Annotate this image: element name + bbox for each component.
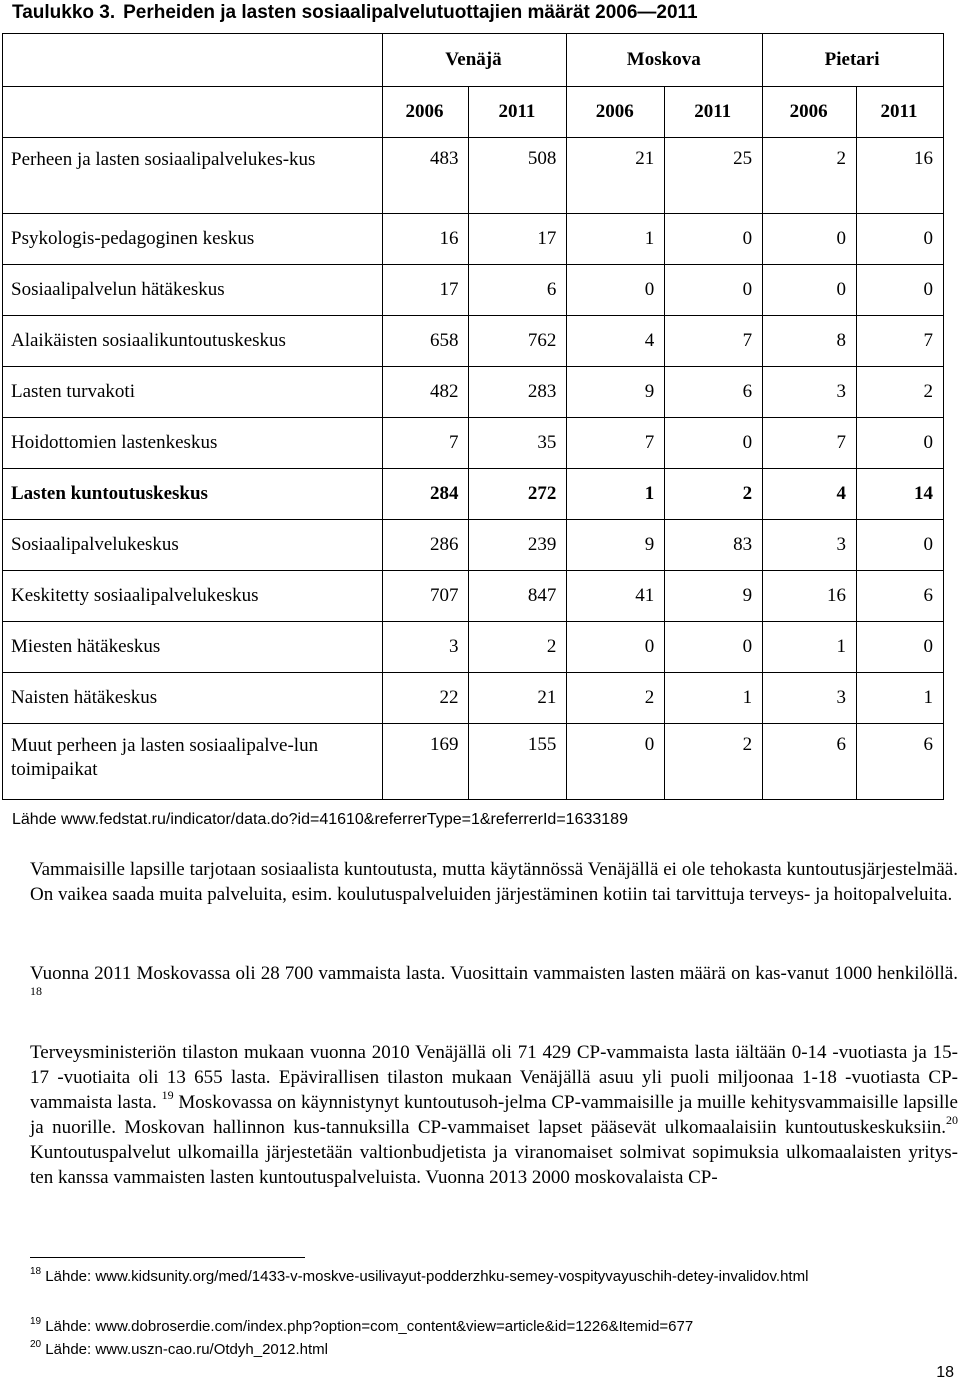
table-cell: 658 — [382, 316, 469, 367]
row-label: Hoidottomien lastenkeskus — [3, 418, 383, 469]
table-cell: 3 — [763, 520, 857, 571]
table-cell: 1 — [567, 469, 665, 520]
table-cell: 6 — [857, 571, 944, 622]
footnote-ref[interactable]: 18 — [30, 984, 42, 998]
table-cell: 35 — [469, 418, 567, 469]
row-label: Sosiaalipalvelukeskus — [3, 520, 383, 571]
table-cell: 0 — [665, 265, 763, 316]
paragraph-text: Kuntoutuspalvelut ulkomailla järjestetään valtionbudjetista ja viranomaiset solmivat sopimuksia ulkomaalaisten yritys-ten kanssa vammaisten lasten kuntoutuspalveluista. Vuonna 2013 2000 moskovalaista CP- — [30, 1142, 958, 1188]
table-row — [3, 571, 944, 622]
table-cell: 21 — [469, 673, 567, 724]
row-label: Keskitetty sosiaalipalvelukeskus — [3, 571, 383, 622]
table-title: Perheiden ja lasten sosiaalipalvelutuottajien määrät 2006—2011 — [123, 2, 698, 23]
table-cell: 9 — [665, 571, 763, 622]
table-cell: 0 — [857, 265, 944, 316]
table-row — [3, 214, 944, 265]
region-header: Pietari — [763, 34, 944, 87]
table-cell: 1 — [763, 622, 857, 673]
table-cell: 1 — [567, 214, 665, 265]
table-cell: 16 — [763, 571, 857, 622]
table-cell: 7 — [665, 316, 763, 367]
table-cell: 2 — [567, 673, 665, 724]
table-cell: 0 — [857, 520, 944, 571]
row-label: Lasten turvakoti — [3, 367, 383, 418]
corner-cell — [3, 34, 383, 87]
table-cell: 7 — [382, 418, 469, 469]
table-cell: 0 — [763, 265, 857, 316]
row-label: Naisten hätäkeskus — [3, 673, 383, 724]
year-header: 2011 — [857, 87, 944, 138]
table-cell: 6 — [763, 724, 857, 800]
table-caption — [12, 2, 952, 24]
table-cell: 2 — [665, 724, 763, 800]
row-label: Sosiaalipalvelun hätäkeskus — [3, 265, 383, 316]
table-cell: 0 — [857, 622, 944, 673]
table-row — [3, 673, 944, 724]
footnote-number: 19 — [30, 1316, 42, 1327]
paragraph-text: Terveysministeriön tilaston mukaan vuonna 2010 Venäjällä oli 71 429 CP-vammaista lasta iältään 0-14 -vuotiasta ja 15-17 -vuotiaita oli 13 655 lasta. Epävirallisen tilaston mukaan Venäjällä asuu yli puoli miljoonaa 1-18 -vuotiasta CP-vammaista lasta. — [30, 1042, 958, 1113]
table-row — [3, 138, 944, 214]
table-cell: 283 — [469, 367, 567, 418]
footnote-text: Lähde: www.kidsunity.org/med/1433-v-moskve-usilivayut-podderzhku-semey-vospityvayuschih-detey-invalidov.html — [45, 1268, 809, 1285]
table-source: Lähde www.fedstat.ru/indicator/data.do?id=41610&referrerType=1&referrerId=1633189 — [12, 811, 628, 828]
table-cell: 3 — [763, 673, 857, 724]
table-cell: 1 — [857, 673, 944, 724]
table-cell: 21 — [567, 138, 665, 214]
corner-cell — [3, 87, 383, 138]
region-header: Moskova — [567, 34, 763, 87]
table-cell: 272 — [469, 469, 567, 520]
table-row — [3, 622, 944, 673]
table-cell: 239 — [469, 520, 567, 571]
footnote-text: Lähde: www.dobroserdie.com/index.php?option=com_content&view=article&id=1226&Itemid=677 — [45, 1318, 694, 1335]
table-cell: 0 — [763, 214, 857, 265]
footnote-ref[interactable]: 20 — [946, 1113, 958, 1127]
table-cell: 7 — [857, 316, 944, 367]
row-label: Alaikäisten sosiaalikuntoutuskeskus — [3, 316, 383, 367]
table-cell: 0 — [567, 265, 665, 316]
year-header: 2006 — [763, 87, 857, 138]
table-cell: 9 — [567, 520, 665, 571]
table-cell: 0 — [857, 214, 944, 265]
table-cell: 8 — [763, 316, 857, 367]
row-label: Lasten kuntoutuskeskus — [3, 469, 383, 520]
table-row — [3, 724, 944, 800]
row-label: Psykologis-pedagoginen keskus — [3, 214, 383, 265]
table-cell: 7 — [763, 418, 857, 469]
table-cell: 17 — [469, 214, 567, 265]
table-cell: 482 — [382, 367, 469, 418]
table-cell: 286 — [382, 520, 469, 571]
table-cell: 2 — [857, 367, 944, 418]
year-header: 2006 — [567, 87, 665, 138]
table-cell: 2 — [665, 469, 763, 520]
table-row — [3, 316, 944, 367]
table-cell: 2 — [763, 138, 857, 214]
row-label: Perheen ja lasten sosiaalipalvelukes-kus — [3, 138, 383, 214]
table-cell: 707 — [382, 571, 469, 622]
table-cell: 25 — [665, 138, 763, 214]
footnote — [30, 1339, 930, 1361]
table-cell: 17 — [382, 265, 469, 316]
table-cell: 1 — [665, 673, 763, 724]
table-cell: 0 — [567, 724, 665, 800]
paragraph-text: Moskovassa on käynnistynyt kuntoutusoh-jelma CP-vammaisille ja muille kehitysvammaisille lapsille ja nuorille. Moskovan hallinnon kus-tannuksilla CP-vammaiset lapset pääsevät ulkomaalaisiin kuntoutuskeskuksiin. — [30, 1092, 958, 1138]
table-cell: 14 — [857, 469, 944, 520]
table-number: Taulukko 3. — [12, 2, 116, 23]
region-header: Venäjä — [382, 34, 567, 87]
table-cell: 0 — [665, 214, 763, 265]
footnote — [30, 1316, 930, 1338]
table-cell: 169 — [382, 724, 469, 800]
table-row — [3, 520, 944, 571]
table-cell: 3 — [763, 367, 857, 418]
table-cell: 6 — [665, 367, 763, 418]
table-cell: 6 — [857, 724, 944, 800]
page-number: 18 — [936, 1364, 954, 1381]
row-label: Miesten hätäkeskus — [3, 622, 383, 673]
table-row — [3, 367, 944, 418]
table-cell: 0 — [665, 622, 763, 673]
table-cell: 847 — [469, 571, 567, 622]
table-cell: 83 — [665, 520, 763, 571]
year-header: 2006 — [382, 87, 469, 138]
table-cell: 4 — [567, 316, 665, 367]
paragraph-text: Vuonna 2011 Moskovassa oli 28 700 vammaista lasta. Vuosittain vammaisten lasten määrä on kas-vanut 1000 henkilöllä. — [30, 963, 958, 984]
table-cell: 16 — [382, 214, 469, 265]
statistics-table — [2, 33, 944, 800]
table-row — [3, 265, 944, 316]
table-cell: 508 — [469, 138, 567, 214]
paragraph — [30, 857, 958, 907]
footnote-text: Lähde: www.uszn-cao.ru/Otdyh_2012.html — [45, 1341, 328, 1358]
table-cell: 22 — [382, 673, 469, 724]
table-cell: 4 — [763, 469, 857, 520]
table-cell: 762 — [469, 316, 567, 367]
table-cell: 7 — [567, 418, 665, 469]
table-cell: 0 — [567, 622, 665, 673]
table-row — [3, 469, 944, 520]
table-cell: 6 — [469, 265, 567, 316]
table-cell: 483 — [382, 138, 469, 214]
table-cell: 41 — [567, 571, 665, 622]
table-cell: 16 — [857, 138, 944, 214]
footnote-number: 20 — [30, 1339, 42, 1350]
table-cell: 284 — [382, 469, 469, 520]
footnote — [30, 1266, 930, 1288]
year-header: 2011 — [665, 87, 763, 138]
table-row — [3, 418, 944, 469]
footnote-divider — [30, 1257, 305, 1258]
paragraph — [30, 961, 958, 1011]
table-cell: 0 — [857, 418, 944, 469]
footnote-ref[interactable]: 19 — [161, 1088, 174, 1102]
paragraph-text: Vammaisille lapsille tarjotaan sosiaalista kuntoutusta, mutta käytännössä Venäjällä ei ole tehokasta kuntoutusjärjestelmää. On vaikea saada muita palveluita, esim. koulutuspalveluiden järjestäminen kotiin tai tarvittuja terveys- ja hoitopalveluita. — [30, 859, 958, 905]
footnote-number: 18 — [30, 1266, 42, 1277]
table-cell: 9 — [567, 367, 665, 418]
row-label: Muut perheen ja lasten sosiaalipalve-lun toimipaikat — [3, 724, 383, 800]
table-cell: 155 — [469, 724, 567, 800]
table-cell: 2 — [469, 622, 567, 673]
table-cell: 0 — [665, 418, 763, 469]
table-cell: 3 — [382, 622, 469, 673]
year-header: 2011 — [469, 87, 567, 138]
paragraph — [30, 1040, 958, 1190]
